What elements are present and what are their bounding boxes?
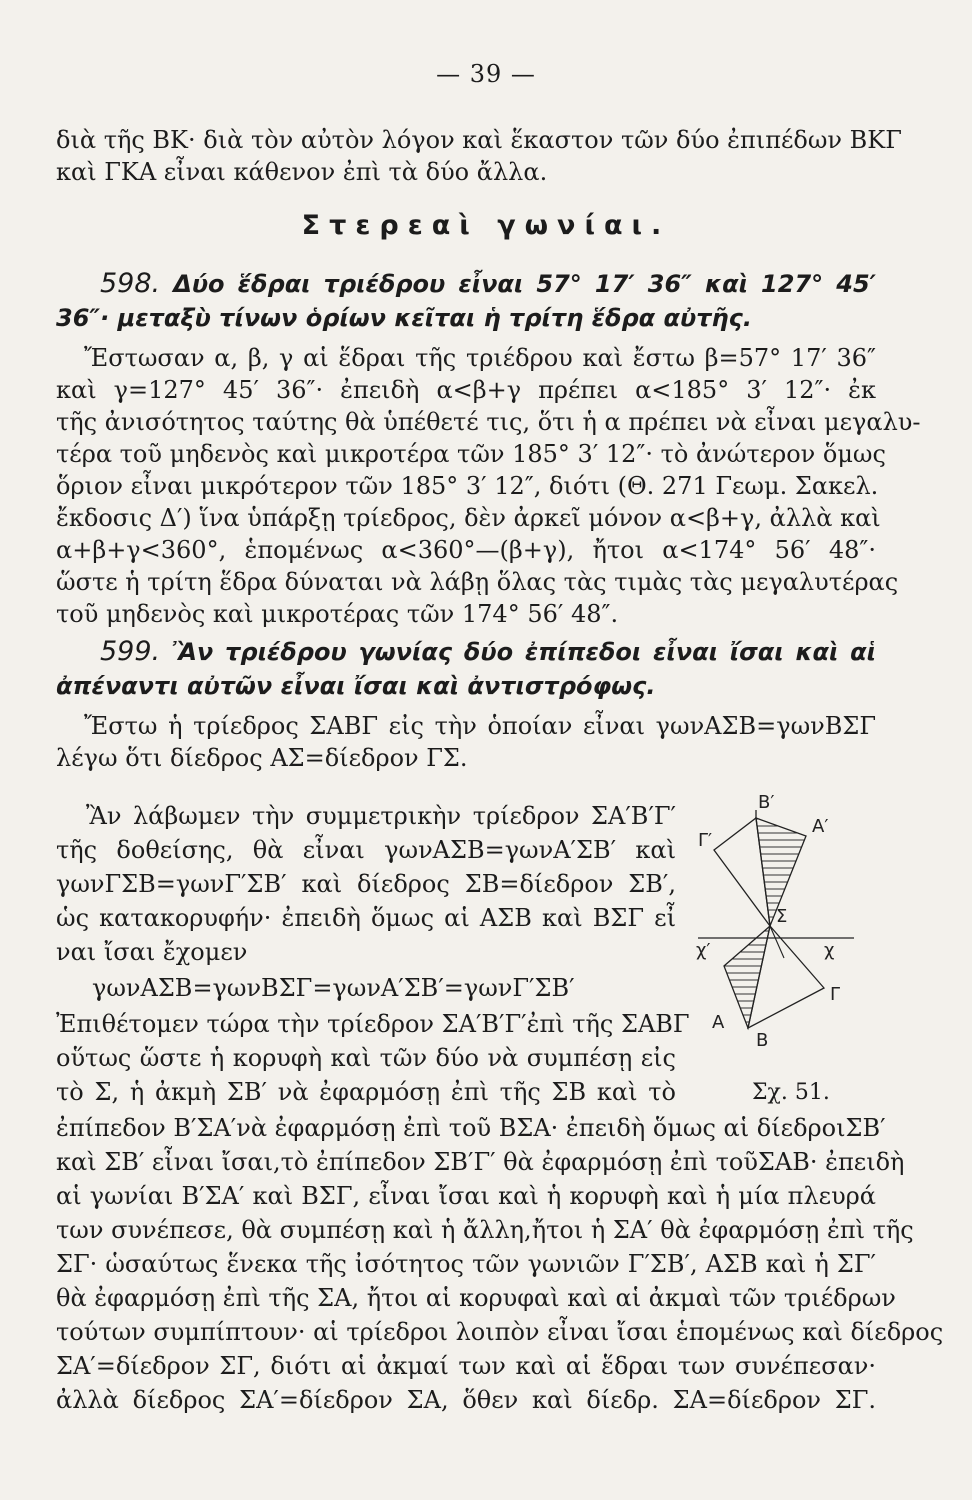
page-number: — 39 — — [436, 60, 536, 88]
text-line: ναι ἴσαι ἔχομεν — [56, 938, 248, 966]
text-line: τὸ Σ, ἡ ἀκμὴ ΣΒ′ νὰ ἐφαρμόσῃ ἐπὶ τῆς ΣΒ καὶ τὸ — [56, 1078, 676, 1106]
text-line: τέρα τοῦ μηδενὸς καὶ μικροτέρα τῶν 185° 3′ 12″· τὸ ἀνώτερον ὅμως — [56, 440, 886, 468]
label-x: χ — [824, 940, 835, 961]
prop-598-heading-text: Δύο ἕδραι τριέδρου εἶναι 57° 17′ 36″ καὶ 127° 45′ — [173, 270, 877, 298]
text-line: ὡς κατακορυφήν· ἐπειδὴ ὅμως αἱ ΑΣΒ καὶ ΒΣΓ εἶ — [56, 904, 676, 932]
text-line: οὕτως ὥστε ἡ κορυφὴ καὶ τῶν δύο νὰ συμπέσῃ εἰς — [56, 1044, 676, 1072]
text-line: των συνέπεσε, θὰ συμπέσῃ καὶ ἡ ἄλλη,ἤτοι ἡ ΣΑ′ θὰ ἐφαρμόσῃ ἐπὶ τῆς — [56, 1216, 914, 1244]
label-x-prime: χ′ — [696, 940, 711, 961]
text-line: καὶ ΣΒ′ εἶναι ἴσαι,τὸ ἐπίπεδον ΣΒ′Γ′ θὰ ἐφαρμόσῃ ἐπὶ τοῦΣΑΒ· ἐπειδὴ — [56, 1148, 905, 1176]
prop-599-heading — [100, 636, 876, 668]
inner-edge — [770, 926, 784, 958]
prop-598-heading-cont: 36″· μεταξὺ τίνων ὁρίων κεῖται ἡ τρίτη ἕδρα αὐτῆς. — [56, 304, 752, 332]
text-line: τῆς ἀνισότητος ταύτης θὰ ὑπέθετέ τις, ὅτι ἡ α πρέπει νὰ εἶναι μεγαλυ- — [56, 408, 921, 436]
lower-face-left-hatched — [724, 926, 770, 1028]
section-title: Στερεαὶ γωνίαι. — [301, 210, 671, 241]
text-line: διὰ τῆς ΒΚ· διὰ τὸν αὐτὸν λόγον καὶ ἕκαστον τῶν δύο ἐπιπέδων ΒΚΓ — [56, 126, 902, 154]
text-line: θὰ ἐφαρμόσῃ ἐπὶ τῆς ΣΑ, ἤτοι αἱ κορυφαὶ καὶ αἱ ἀκμαὶ τῶν τριέδρων — [56, 1284, 896, 1312]
text-line: Ἂν λάβωμεν τὴν συμμετρικὴν τρίεδρον ΣΑ′Β′Γ′ — [86, 802, 676, 830]
text-line: ΣΓ· ὡσαύτως ἕνεκα τῆς ἰσότητος τῶν γωνιῶν Γ′ΣΒ′, ΑΣΒ καὶ ἡ ΣΓ′ — [56, 1250, 876, 1278]
text-line: τῆς δοθείσης, θὰ εἶναι γωνΑΣΒ=γωνΑ′ΣΒ′ καὶ — [56, 836, 676, 864]
text-line: καὶ ΓΚΑ εἶναι κάθενον ἐπὶ τὰ δύο ἄλλα. — [56, 158, 548, 186]
figure-caption: Σχ. 51. — [752, 1080, 830, 1105]
text-line: καὶ γ=127° 45′ 36″· ἐπειδὴ α<β+γ πρέπει α<185° 3′ 12″· ἐκ — [56, 376, 876, 404]
text-line: γωνΓΣΒ=γωνΓ′ΣΒ′ καὶ δίεδρος ΣΒ=δίεδρον ΣΒ′, — [56, 870, 676, 898]
trihedral-figure — [684, 788, 884, 1088]
label-b-prime: Β′ — [758, 792, 775, 813]
text-line: α+β+γ<360°, ἑπομένως α<360°—(β+γ), ἤτοι α<174° 56′ 48″· — [56, 536, 876, 564]
text-line: ἐπίπεδον Β′ΣΑ′νὰ ἐφαρμόσῃ ἐπὶ τοῦ ΒΣΑ· ἐπειδὴ ὅμως αἱ δίεδροιΣΒ′ — [56, 1114, 886, 1142]
text-line: ΣΑ′=δίεδρον ΣΓ, διότι αἱ ἀκμαί των καὶ αἱ ἕδραι των συνέπεσαν· — [56, 1352, 876, 1380]
prop-598-number: 598. — [100, 268, 161, 299]
text-line: Ἔστωσαν α, β, γ αἱ ἕδραι τῆς τριέδρου καὶ ἔστω β=57° 17′ 36″ — [84, 344, 876, 372]
text-line: αἱ γωνίαι Β′ΣΑ′ καὶ ΒΣΓ, εἶναι ἴσαι καὶ ἡ κορυφὴ καὶ ἡ μία πλευρά — [56, 1182, 876, 1210]
text-line: Ἔστω ἡ τρίεδρος ΣΑΒΓ εἰς τὴν ὁποίαν εἶναι γωνΑΣΒ=γωνΒΣΓ — [84, 712, 876, 740]
text-line: ὅριον εἶναι μικρότερον τῶν 185° 3′ 12″, διότι (Θ. 271 Γεωμ. Σακελ. — [56, 472, 879, 500]
prop-599-number: 599. — [100, 636, 161, 667]
text-line: γωνΑΣΒ=γωνΒΣΓ=γωνΑ′ΣΒ′=γωνΓ′ΣΒ′ — [92, 974, 575, 1002]
label-s: Σ — [776, 906, 788, 927]
label-a: Α — [712, 1012, 725, 1033]
prop-599-heading-cont: ἀπέναντι αὐτῶν εἶναι ἴσαι καὶ ἀντιστρόφως. — [56, 672, 656, 700]
text-line: ἔκδοσις Δ′) ἵνα ὑπάρξῃ τρίεδρος, δὲν ἀρκεῖ μόνον α<β+γ, ἀλλὰ καὶ — [56, 504, 881, 532]
text-line: τοῦ μηδενὸς καὶ μικροτέρας τῶν 174° 56′ 48″. — [56, 600, 619, 628]
prop-599-heading-text: Ἂν τριέδρου γωνίας δύο ἐπίπεδοι εἶναι ἴσαι καὶ αἱ — [171, 638, 876, 666]
prop-598-heading — [100, 268, 876, 300]
text-line: λέγω ὅτι δίεδρος ΑΣ=δίεδρον ΓΣ. — [56, 744, 468, 772]
label-g: Γ — [830, 984, 841, 1005]
text-line: ἀλλὰ δίεδρος ΣΑ′=δίεδρον ΣΑ, ὅθεν καὶ δίεδρ. ΣΑ=δίεδρον ΣΓ. — [56, 1386, 876, 1414]
label-b: Β — [756, 1030, 769, 1051]
text-line: ὥστε ἡ τρίτη ἕδρα δύναται νὰ λάβῃ ὅλας τὰς τιμὰς τὰς μεγαλυτέρας — [56, 568, 899, 596]
label-a-prime: Α′ — [812, 816, 829, 837]
text-line: Ἐπιθέτομεν τώρα τὴν τρίεδρον ΣΑ′Β′Γ′ἐπὶ τῆς ΣΑΒΓ — [56, 1010, 690, 1038]
text-line: τούτων συμπίπτουν· αἱ τρίεδροι λοιπὸν εἶναι ἴσαι ἑπομένως καὶ δίεδρος — [56, 1318, 944, 1346]
label-g-prime: Γ′ — [698, 830, 713, 851]
